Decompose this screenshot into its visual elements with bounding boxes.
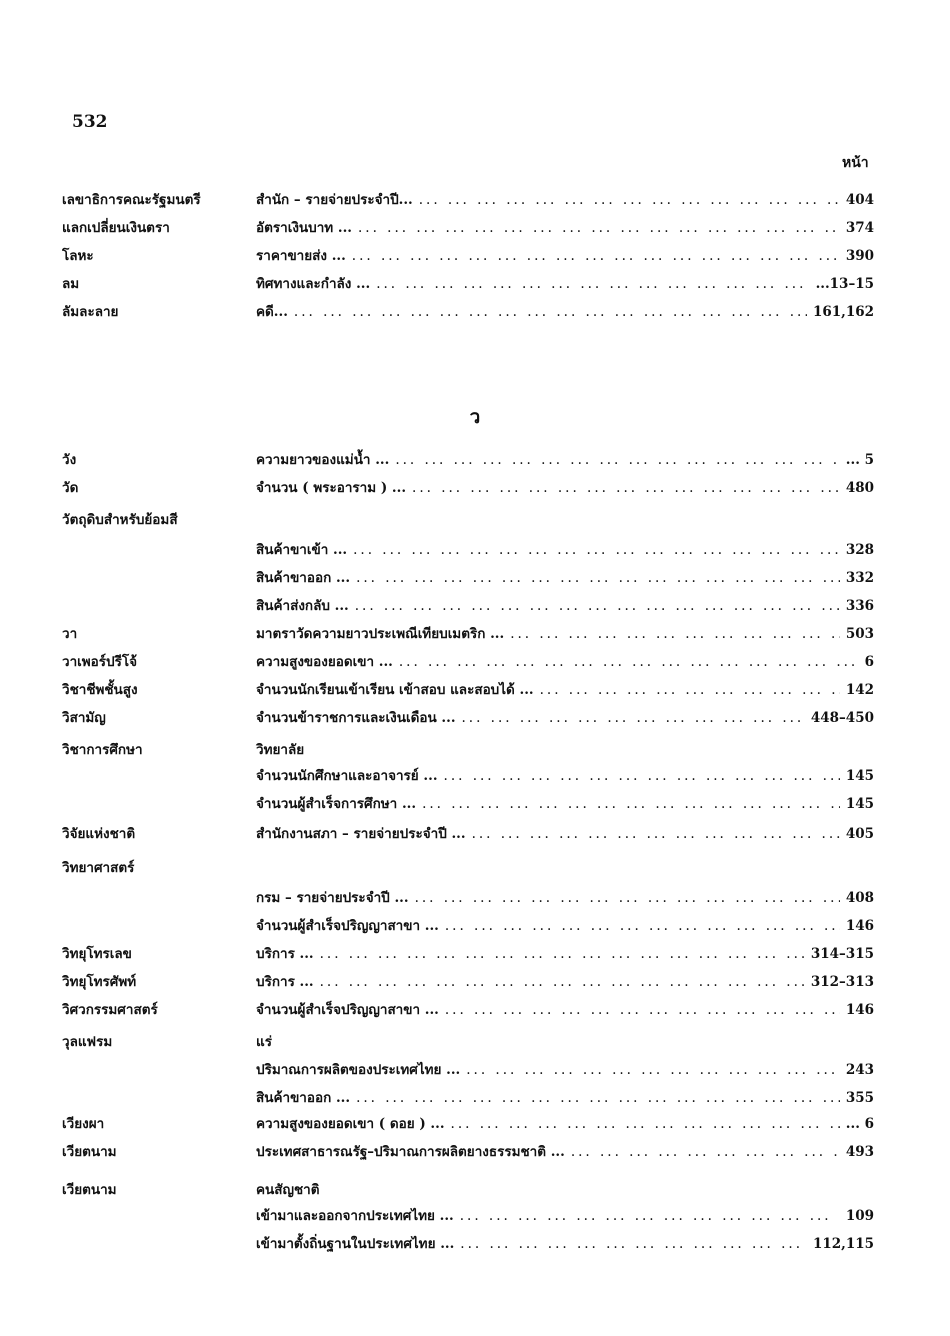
entry-term: วัตถุดิบสำหรับย้อมสี [62, 512, 178, 528]
index-entry [0, 1030, 950, 1054]
entry-pages: 493 [845, 1144, 874, 1160]
entry-pages: 109 [845, 1208, 874, 1224]
index-entry [0, 792, 950, 816]
entry-detail: จำนวนนักศึกษาและอาจารย์ ... [256, 768, 438, 784]
entry-detail: จำนวนผู้สำเร็จปริญญาสาขา ... [256, 918, 439, 934]
entry-detail-row [256, 678, 874, 700]
entry-term: วิทยุโทรศัพท์ [62, 974, 137, 990]
index-entry [0, 650, 950, 674]
entry-pages: 332 [845, 570, 874, 586]
entry-detail-row [256, 566, 874, 588]
entry-term: วิสามัญ [62, 710, 106, 726]
dot-leader [353, 542, 840, 558]
dot-leader [320, 946, 805, 962]
index-entry [0, 970, 950, 994]
index-entry [0, 188, 950, 212]
dot-leader [460, 1236, 807, 1252]
entry-pages: 336 [845, 598, 874, 614]
entry-term: วิชาชีพชั้นสูง [62, 682, 138, 698]
entry-detail-row [256, 1058, 874, 1080]
entry-detail-row [256, 764, 874, 786]
index-entry [0, 508, 950, 532]
index-entry [0, 738, 950, 762]
entry-term: เลขาธิการคณะรัฐมนตรี [62, 192, 201, 208]
dot-leader [415, 890, 840, 906]
entry-detail-row [256, 538, 874, 560]
entry-detail: ความยาวของแม่น้ำ ... [256, 452, 390, 468]
dot-leader [419, 192, 840, 208]
dot-leader [444, 768, 840, 784]
dot-leader [399, 654, 859, 670]
entry-pages: ...13–15 [815, 276, 874, 292]
entry-detail: สินค้าขาออก ... [256, 570, 351, 586]
dot-leader [355, 598, 840, 614]
index-entry [0, 448, 950, 472]
dot-leader [356, 1090, 840, 1106]
entry-detail: ทิศทางและกำลัง ... [256, 276, 371, 292]
entry-detail: อัตราเงินบาท ... [256, 220, 352, 236]
entry-term: ลม [62, 276, 80, 292]
entry-detail-row [256, 448, 874, 470]
index-entry [0, 566, 950, 590]
dot-leader [422, 796, 840, 812]
entry-term: วิศวกรรมศาสตร์ [62, 1002, 158, 1018]
index-entry [0, 300, 950, 324]
entry-detail-row [256, 970, 874, 992]
entry-term: วาเพอร์ปรีโจ้ [62, 654, 138, 670]
index-entry [0, 216, 950, 240]
dot-leader [451, 1116, 840, 1132]
entry-detail-row [256, 942, 874, 964]
entry-detail: สินค้าขาออก ... [256, 1090, 351, 1106]
dot-leader [356, 570, 840, 586]
entry-detail: บริการ ... [256, 974, 314, 990]
dot-leader [395, 452, 839, 468]
entry-pages: 146 [845, 918, 874, 934]
dot-leader [358, 220, 840, 236]
entry-detail: สินค้าขาเข้า ... [256, 542, 348, 558]
entry-pages: 112,115 [812, 1236, 874, 1252]
entry-detail-row [256, 622, 874, 644]
entry-pages: 145 [845, 796, 874, 812]
index-entry [0, 1112, 950, 1136]
dot-leader [376, 276, 809, 292]
dot-leader [462, 710, 805, 726]
entry-detail: เข้ามาตั้งถิ่นฐานในประเทศไทย ... [256, 1236, 455, 1252]
entry-detail: บริการ ... [256, 946, 314, 962]
entry-term: วัง [62, 452, 77, 468]
index-entry [0, 594, 950, 618]
index-entry [0, 622, 950, 646]
entry-pages: 408 [845, 890, 874, 906]
entry-detail: สินค้าส่งกลับ ... [256, 598, 349, 614]
entry-detail: คนสัญชาติ [256, 1182, 320, 1198]
entry-detail: เข้ามาและออกจากประเทศไทย ... [256, 1208, 454, 1224]
dot-leader [445, 918, 840, 934]
entry-detail: ความสูงของยอดเขา ... [256, 654, 393, 670]
entry-detail-row [256, 188, 874, 210]
entry-detail-row [256, 244, 874, 266]
entry-term: วิทยุโทรเลข [62, 946, 132, 962]
entry-detail: ปริมาณการผลิตของประเทศไทย ... [256, 1062, 461, 1078]
entry-term: เวียตนาม [62, 1144, 117, 1160]
index-entry [0, 764, 950, 788]
dot-leader [320, 974, 805, 990]
entry-detail-row [256, 822, 874, 844]
entry-detail-row [256, 476, 874, 498]
index-entry [0, 272, 950, 296]
entry-detail-row [256, 594, 874, 616]
entry-detail: จำนวนนักเรียนเข้าเรียน เข้าสอบ และสอบได้ ... [256, 682, 534, 698]
index-entry [0, 244, 950, 268]
section-letter-heading: ว [469, 406, 481, 428]
entry-pages: 146 [845, 1002, 874, 1018]
entry-detail-row [256, 300, 874, 322]
entry-detail-row [256, 1140, 874, 1162]
entry-pages: ... 5 [845, 452, 874, 468]
index-entry [0, 678, 950, 702]
index-entry [0, 998, 950, 1022]
entry-term: วิทยาศาสตร์ [62, 860, 135, 876]
entry-detail: คดี... [256, 304, 288, 320]
entry-pages: 390 [845, 248, 874, 264]
entry-pages: 243 [845, 1062, 874, 1078]
entry-term: วา [62, 626, 78, 642]
entry-detail: วิทยาลัย [256, 742, 305, 758]
entry-term: วุลแฟรม [62, 1034, 113, 1050]
entry-detail-row [256, 706, 874, 728]
dot-leader [571, 1144, 840, 1160]
entry-term: เวียตนาม [62, 1182, 117, 1198]
entry-pages: 374 [845, 220, 874, 236]
entry-detail: มาตราวัดความยาวประเพณีเทียบเมตริก ... [256, 626, 505, 642]
page-column-header: หน้า [842, 155, 869, 171]
entry-pages: 480 [845, 480, 874, 496]
index-entry [0, 1086, 950, 1110]
dot-leader [460, 1208, 840, 1224]
dot-leader [445, 1002, 840, 1018]
entry-detail-row [256, 1232, 874, 1254]
entry-detail-row [256, 998, 874, 1020]
entry-detail: ความสูงของยอดเขา ( ดอย ) ... [256, 1116, 445, 1132]
entry-detail-row [256, 1204, 874, 1226]
entry-detail: สำนักงานสภา – รายจ่ายประจำปี ... [256, 826, 466, 842]
dot-leader [540, 682, 840, 698]
index-entry [0, 886, 950, 910]
entry-detail: สำนัก – รายจ่ายประจำปี... [256, 192, 413, 208]
entry-detail-row [256, 792, 874, 814]
index-entry [0, 1140, 950, 1164]
entry-detail-row [256, 216, 874, 238]
index-entry [0, 538, 950, 562]
dot-leader [352, 248, 840, 264]
dot-leader [412, 480, 840, 496]
entry-detail-row [256, 650, 874, 672]
index-entry [0, 1178, 950, 1202]
index-entry [0, 914, 950, 938]
entry-detail-row [256, 1112, 874, 1134]
dot-leader [472, 826, 840, 842]
entry-pages: ... 6 [845, 1116, 874, 1132]
dot-leader [294, 304, 807, 320]
entry-pages: 145 [845, 768, 874, 784]
entry-detail-row [256, 914, 874, 936]
entry-detail: แร่ [256, 1034, 272, 1050]
entry-detail: ประเทศสาธารณรัฐ–ปริมาณการผลิตยางธรรมชาติ ... [256, 1144, 565, 1160]
index-entry [0, 856, 950, 880]
entry-pages: 328 [845, 542, 874, 558]
entry-term: วิชาการศึกษา [62, 742, 143, 758]
entry-term: ลัมละลาย [62, 304, 119, 320]
entry-detail: จำนวนผู้สำเร็จปริญญาสาขา ... [256, 1002, 439, 1018]
entry-detail: จำนวนผู้สำเร็จการศึกษา ... [256, 796, 417, 812]
entry-pages: 405 [845, 826, 874, 842]
index-entry [0, 942, 950, 966]
entry-detail-row [256, 272, 874, 294]
index-entry [0, 706, 950, 730]
entry-pages: 312–313 [810, 974, 874, 990]
entry-pages: 503 [845, 626, 874, 642]
entry-pages: 355 [845, 1090, 874, 1106]
entry-pages: 161,162 [812, 304, 874, 320]
entry-pages: 142 [845, 682, 874, 698]
entry-pages: 448–450 [810, 710, 874, 726]
entry-detail: จำนวนข้าราชการและเงินเดือน ... [256, 710, 456, 726]
entry-detail: กรม – รายจ่ายประจำปี ... [256, 890, 409, 906]
entry-detail: ราคาขายส่ง ... [256, 248, 346, 264]
dot-leader [510, 626, 840, 642]
entry-term: เวียงผา [62, 1116, 105, 1132]
dot-leader [466, 1062, 840, 1078]
entry-term: วิจัยแห่งชาติ [62, 826, 136, 842]
entry-pages: 6 [864, 654, 874, 670]
entry-term: แลกเปลี่ยนเงินตรา [62, 220, 170, 236]
entry-detail-row [256, 1086, 874, 1108]
entry-detail: จำนวน ( พระอาราม ) ... [256, 480, 407, 496]
index-entry [0, 822, 950, 846]
index-entry [0, 1232, 950, 1256]
entry-pages: 404 [845, 192, 874, 208]
entry-term: วัด [62, 480, 79, 496]
entry-detail-row [256, 886, 874, 908]
index-entry [0, 1058, 950, 1082]
index-entry [0, 476, 950, 500]
entry-term: โลหะ [62, 248, 94, 264]
page-number: 532 [72, 112, 108, 132]
entry-pages: 314–315 [810, 946, 874, 962]
index-entry [0, 1204, 950, 1228]
